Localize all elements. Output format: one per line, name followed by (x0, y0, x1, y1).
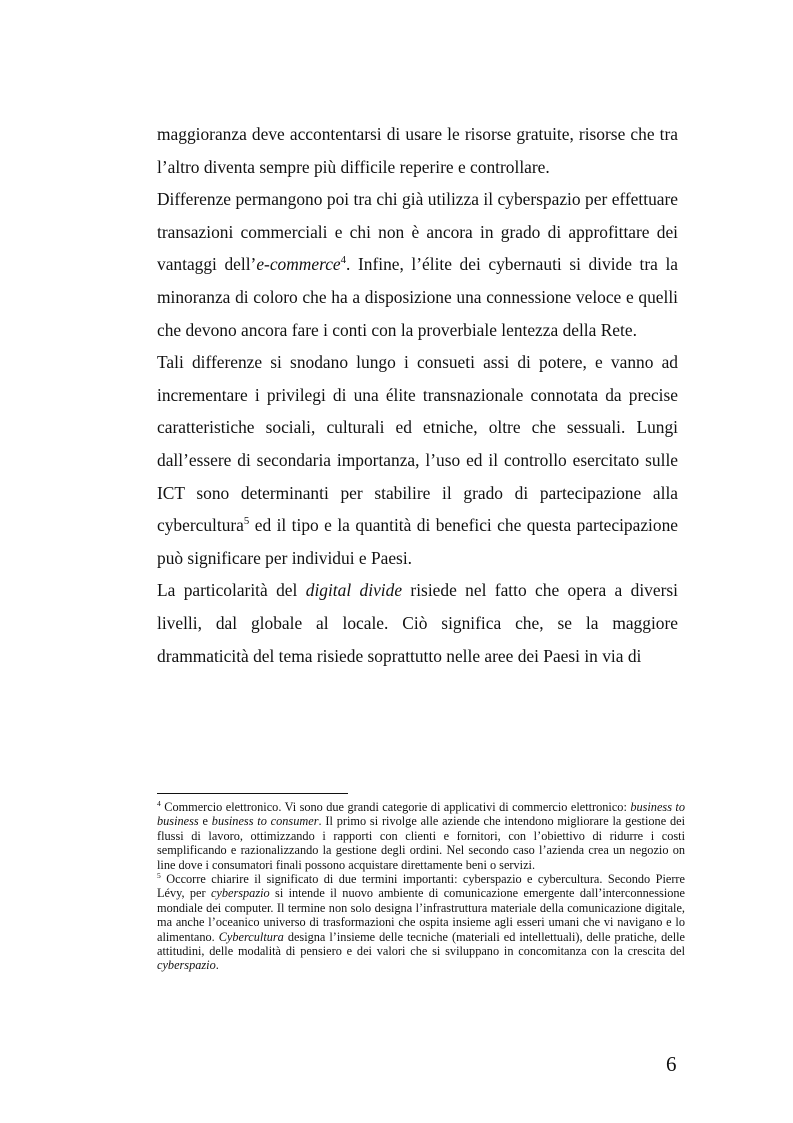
term-e-commerce: e-commerce (256, 254, 341, 275)
footnote-separator (157, 793, 348, 794)
paragraph-4: La particolarità del digital divide risiede nel fatto che opera a diversi livelli, dal globale al locale. Ciò significa che, se la maggiore drammaticità del tema risiede soprattutto nelle aree dei Paesi in via di (157, 580, 678, 666)
paragraph-3: Tali differenze si snodano lungo i consueti assi di potere, e vanno ad incrementare i privilegi di una élite transnazionale connotata da precise caratteristiche sociali, culturali ed etniche, oltre che sessuali. Lungi dall’essere di secondaria importanza, l’uso ed il controllo esercitato sulle ICT sono determinanti per stabilire il grado di partecipazione alla cybercultura$^5$ ed il tipo e la quantità di benefici che questa partecipazione può significare per individui e Paesi. (157, 352, 678, 568)
main-text (157, 118, 678, 672)
term-digital-divide: digital divide (305, 580, 403, 601)
footnote-4: $^4$ Commercio elettronico. Vi sono due grandi categorie di applicativi di commercio elettronico: business to business e business to consumer. Il primo si rivolge alle aziende che intendono migliorare la gestione dei flussi di lavoro, ottimizzando i rapporti con clienti e fornitori, con l’obiettivo di ridurre i costi semplificando e razionalizzando la gestione degli ordini. Nel secondo caso l’azienda crea un negozio on line dove i consumatori finali possono acquistare direttamente beni o servizi. (157, 798, 685, 872)
paragraph-2: Differenze permangono poi tra chi già utilizza il cyberspazio per effettuare transazioni commerciali e chi non è ancora in grado di approfittare dei vantaggi dell’e-commerce$^4$. Infine, l’élite dei cybernauti si divide tra la minoranza di coloro che ha a disposizione una connessione veloce e quelli che devono ancora fare i conti con la proverbiale lentezza della Rete. (157, 189, 678, 340)
footnote-5: $^5$ Occorre chiarire il significato di due termini importanti: cyberspazio e cybercultura. Secondo Pierre Lévy, per cyberspazio si intende il nuovo ambiente di comunicazione emergente dall’interconnessione mondiale dei computer. Il termine non solo designa l’infrastruttura materiale della comunicazione digitale, ma anche l’oceanico universo di trasformazioni che ospita insieme agli esseri umani che vi navigano e lo alimentano. Cybercultura designa l’insieme delle tecniche (materiali ed intellettuali), delle pratiche, delle attitudini, delle modalità di pensiero e dei valori che si sviluppano in concomitanza con la crescita del cyberspazio. (157, 870, 685, 973)
footnote-number-5: 5 (157, 870, 161, 880)
footnote-ref-5[interactable]: 5 (243, 515, 250, 528)
paragraph-1: maggioranza deve accontentarsi di usare le risorse gratuite, risorse che tra l’altro diventa sempre più difficile reperire e controllare. (157, 124, 678, 177)
page-number: 6 (666, 1052, 677, 1076)
footnotes (157, 800, 685, 973)
footnote-number-4: 4 (157, 798, 161, 808)
footnote-ref-4[interactable]: 4 (340, 254, 347, 267)
